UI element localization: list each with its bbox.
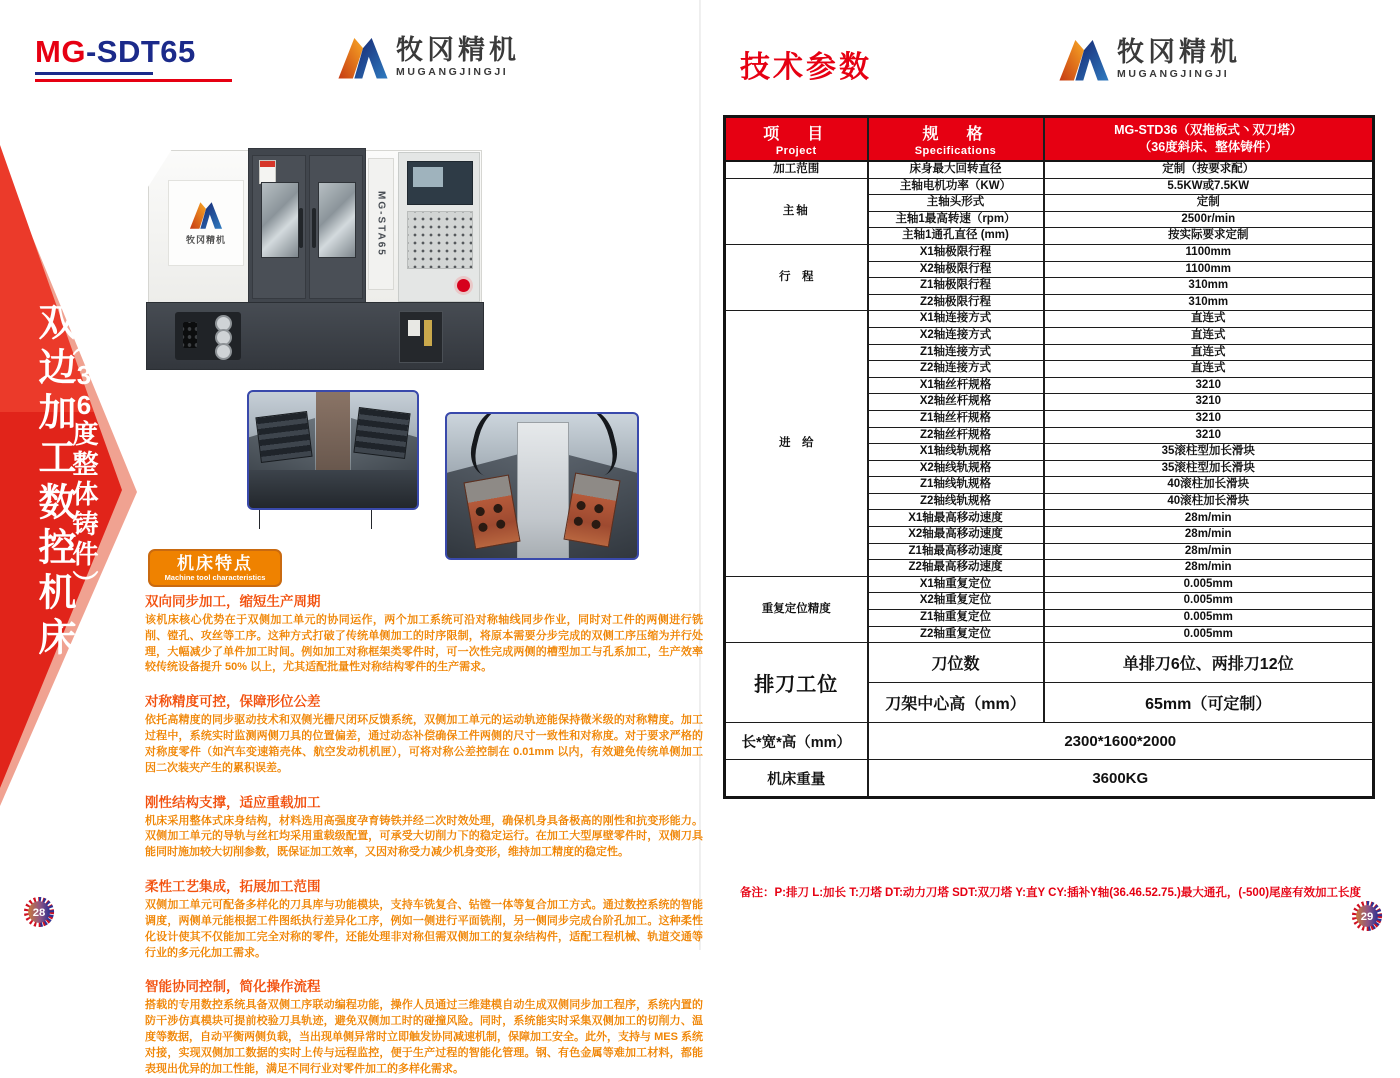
spec-name: Z2轴线轨规格 bbox=[868, 493, 1044, 510]
spec-name: 床身最大回转直径 bbox=[868, 161, 1044, 178]
table-row bbox=[725, 244, 1374, 261]
table-header-row bbox=[725, 117, 1374, 162]
feature-title: 对称精度可控，保障形位公差 bbox=[145, 694, 321, 710]
spec-value: 0.005mm bbox=[1044, 610, 1374, 627]
door-window bbox=[318, 182, 356, 258]
specs-table bbox=[723, 115, 1375, 799]
table-row bbox=[725, 723, 1374, 760]
interior-photo-1 bbox=[247, 390, 419, 510]
brand-logo bbox=[1058, 36, 1241, 83]
spec-value: 1100mm bbox=[1044, 244, 1374, 261]
table-row bbox=[725, 576, 1374, 593]
feature-list bbox=[145, 590, 703, 1078]
feature-title: 双向同步加工，缩短生产周期 bbox=[145, 594, 321, 609]
spec-value: 0.005mm bbox=[1044, 626, 1374, 643]
spec-section-label: 行 程 bbox=[725, 244, 868, 310]
brand-name-en: MUGANGJINGJI bbox=[1117, 68, 1230, 81]
feature-body: 机床采用整体式床身结构，材料选用高强度孕育铸铁并经二次时效处理，确保机身具备极高的刚性和抗变形能力。双侧加工单元的导轨与丝杠均采用重载级配置，可承受大切削力下的稳定运行。在加工大型厚壁零件时，双侧刀具能同时施加较大切削参数，既保证加工效率，又因对称受力减少机身变形，维持加工精度的稳定性。 bbox=[145, 814, 703, 859]
feature-title: 刚性结构支撑，适应重载加工 bbox=[145, 794, 321, 810]
spec-value: 28m/min bbox=[1044, 510, 1374, 527]
features-badge bbox=[148, 549, 282, 587]
spec-value: 3210 bbox=[1044, 394, 1374, 411]
spec-value: 3210 bbox=[1044, 427, 1374, 444]
feature-item bbox=[145, 875, 703, 961]
feature-title: 柔性工艺集成，拓展加工范围 bbox=[145, 879, 321, 895]
door-handle bbox=[299, 208, 303, 248]
spec-value: 28m/min bbox=[1044, 527, 1374, 544]
spec-section-label: 加工范围 bbox=[725, 161, 868, 178]
table-row bbox=[725, 643, 1374, 683]
gang-tool-left bbox=[255, 411, 312, 463]
feature-item bbox=[145, 791, 703, 861]
brand-name-en: MUGANGJINGJI bbox=[396, 66, 509, 79]
spec-name: X2轴丝杆规格 bbox=[868, 394, 1044, 411]
spec-name: X1轴重复定位 bbox=[868, 576, 1044, 593]
table-row bbox=[725, 311, 1374, 328]
machine-base bbox=[146, 302, 484, 370]
spec-name: Z1轴重复定位 bbox=[868, 610, 1044, 627]
machine-door-left bbox=[252, 155, 306, 299]
feature-body: 依托高精度的同步驱动技术和双侧光栅尺闭环反馈系统，双侧加工单元的运动轨迹能保持微米级的对称精度。加工过程中，系统实时监测两侧刀具的位置偏差，通过动态补偿确保工件两侧的尺寸一致性和对称度。对于要求严格的对称度零件（如汽车变速箱壳体、航空发动机机匣），可将对称公差控制在 0.01mm 以内，有效避免传统单侧加工因二次装夹产生的累积误差。 bbox=[145, 714, 703, 774]
spec-name: X1轴线轨规格 bbox=[868, 444, 1044, 461]
cnc-screen bbox=[407, 161, 473, 205]
machine-control-panel bbox=[398, 152, 480, 302]
brand-name-cn: 牧冈精机 bbox=[396, 35, 520, 66]
spec-name: X1轴极限行程 bbox=[868, 244, 1044, 261]
gauge-panel bbox=[175, 312, 241, 360]
spec-value: 直连式 bbox=[1044, 327, 1374, 344]
spec-value: 28m/min bbox=[1044, 543, 1374, 560]
spec-value: 40滚柱加长滑块 bbox=[1044, 477, 1374, 494]
spec-value: 2500r/min bbox=[1044, 211, 1374, 228]
spec-name: Z1轴连接方式 bbox=[868, 344, 1044, 361]
features-badge-title: 机床特点 bbox=[177, 553, 253, 573]
model-prefix: MG bbox=[35, 34, 86, 69]
spec-name: 刀位数 bbox=[868, 643, 1044, 683]
spec-name: 主轴1通孔直径 (mm) bbox=[868, 228, 1044, 245]
brand-m-icon bbox=[189, 200, 223, 230]
table-row bbox=[725, 760, 1374, 798]
table-header-cell: MG-STD36（双拖板式丶双刀塔） （36度斜床、整体铸件） bbox=[1044, 117, 1374, 162]
brand-name-cn: 牧冈精机 bbox=[1117, 37, 1241, 68]
door-warning-sticker bbox=[259, 160, 276, 184]
spec-name: 刀架中心高（mm） bbox=[868, 683, 1044, 723]
door-window bbox=[261, 182, 299, 258]
spec-name: 主轴电机功率（KW） bbox=[868, 178, 1044, 195]
spec-value: 35滚柱型加长滑块 bbox=[1044, 444, 1374, 461]
title-underline-blue bbox=[35, 72, 153, 75]
spec-value: 3210 bbox=[1044, 410, 1374, 427]
spec-name: Z2轴最高移动速度 bbox=[868, 560, 1044, 577]
spec-value: 40滚柱加长滑块 bbox=[1044, 493, 1374, 510]
spec-name: Z2轴极限行程 bbox=[868, 294, 1044, 311]
footnote: 备注：P:排刀 L:加长 T:刀塔 DT:动力刀塔 SDT:双刀塔 Y:直Y CY:插补Y轴(36.46.52.75.)最大通孔，(-500)尾座有效加工长度 bbox=[740, 887, 1362, 899]
table-row bbox=[725, 178, 1374, 195]
table-header-cell: 项 目 Project bbox=[725, 117, 868, 162]
pressure-gauge bbox=[215, 343, 232, 360]
brand-m-icon bbox=[337, 34, 389, 81]
spec-value: 单排刀6位、两排刀12位 bbox=[1044, 643, 1374, 683]
spec-section-label: 重复定位精度 bbox=[725, 576, 868, 642]
spec-value: 310mm bbox=[1044, 294, 1374, 311]
spec-name: 主轴头形式 bbox=[868, 195, 1044, 212]
spec-value: 2300*1600*2000 bbox=[868, 723, 1374, 760]
spec-name: X2轴极限行程 bbox=[868, 261, 1044, 278]
page-number-badge-left bbox=[23, 896, 55, 928]
spec-value: 直连式 bbox=[1044, 361, 1374, 378]
spec-name: 主轴1最高转速（rpm） bbox=[868, 211, 1044, 228]
spec-value: 5.5KW或7.5KW bbox=[1044, 178, 1374, 195]
spec-name: X1轴丝杆规格 bbox=[868, 377, 1044, 394]
table-row bbox=[725, 161, 1374, 178]
page-number: 29 bbox=[1360, 911, 1374, 924]
spec-value: 3600KG bbox=[868, 760, 1374, 798]
spec-name: Z1轴丝杆规格 bbox=[868, 410, 1044, 427]
spec-value: 1100mm bbox=[1044, 261, 1374, 278]
table-header-cell: 规 格 Specifications bbox=[868, 117, 1044, 162]
machine-doors bbox=[248, 148, 366, 304]
spec-section-label: 主轴 bbox=[725, 178, 868, 244]
banner-vertical-title: 双边加工数控机床 bbox=[32, 302, 74, 662]
banner-paren-open: （ bbox=[69, 330, 99, 360]
spec-section-label: 排刀工位 bbox=[725, 643, 868, 723]
lubrication-panel bbox=[399, 311, 443, 363]
feature-item bbox=[145, 975, 703, 1077]
spec-value: 3210 bbox=[1044, 377, 1374, 394]
feature-body: 搭载的专用数控系统具备双侧工序联动编程功能，操作人员通过三维建模自动生成双侧同步加工程序，系统内置的防干涉仿真模块可提前校验刀具轨迹，避免双侧加工时的碰撞风险。同时，系统能实时采集双侧加工的切削力、温度等数据，自动平衡两侧负载，当出现单侧异常时立即触发协同减速机制，保障加工安全。此外，支持与 MES 系统对接，实现双侧加工数据的实时上传与远程监控，便于生产过程的智能化管理。钢、有色金属等难加工材料，都能表现出优异的加工性能，满足不同行业对零件加工的多样化需求。 bbox=[145, 999, 703, 1075]
spec-name: Z2轴连接方式 bbox=[868, 361, 1044, 378]
title-underline-red bbox=[35, 79, 232, 82]
model-suffix: -SDT65 bbox=[85, 34, 196, 69]
spec-section-label: 长*宽*高（mm） bbox=[725, 723, 868, 760]
spec-name: X2轴最高移动速度 bbox=[868, 527, 1044, 544]
spec-value: 310mm bbox=[1044, 278, 1374, 295]
spec-value: 直连式 bbox=[1044, 344, 1374, 361]
feature-body: 双侧加工单元可配备多样化的刀具库与功能模块，支持车铣复合、钻镗一体等复合加工方式。通过数控系统的智能调度，两侧单元能根据工件图纸执行差异化工序，例如一侧进行平面铣削，另一侧同步完成台阶孔加工。这种柔性化设计使其不仅能加工完全对称的零件，还能处理非对称但需双侧加工的复杂结构件，适配工程机械、轨道交通等行业的多元化加工需求。 bbox=[145, 899, 703, 959]
spec-name: Z2轴丝杆规格 bbox=[868, 427, 1044, 444]
machine-model-plate bbox=[368, 158, 394, 290]
feature-title: 智能协同控制，简化操作流程 bbox=[145, 979, 321, 995]
spec-value: 直连式 bbox=[1044, 311, 1374, 328]
spec-name: Z1轴极限行程 bbox=[868, 278, 1044, 295]
door-handle bbox=[312, 208, 316, 248]
machine-door-right bbox=[309, 155, 363, 299]
brand-m-icon bbox=[1058, 36, 1110, 83]
spec-name: X2轴连接方式 bbox=[868, 327, 1044, 344]
spec-name: X1轴连接方式 bbox=[868, 311, 1044, 328]
page-number-badge-right bbox=[1351, 900, 1383, 932]
spec-section-label: 进 给 bbox=[725, 311, 868, 577]
spec-value: 按实际要求定制 bbox=[1044, 228, 1374, 245]
features-badge-subtitle: Machine tool characteristics bbox=[164, 572, 266, 582]
spec-value: 28m/min bbox=[1044, 560, 1374, 577]
banner-number: 36 bbox=[69, 360, 99, 420]
interior-photo-2 bbox=[445, 412, 639, 560]
spec-name: Z1轴线轨规格 bbox=[868, 477, 1044, 494]
emergency-stop-button bbox=[457, 279, 470, 292]
spec-value: 定制 bbox=[1044, 195, 1374, 212]
spec-value: 65mm（可定制） bbox=[1044, 683, 1374, 723]
feature-body: 该机床核心优势在于双侧加工单元的协同运作，两个加工系统可沿对称轴线同步作业，同时对工件的两侧进行铣削、镗孔、攻丝等工序。这种方式打破了传统单侧加工的时序限制，将原本需要分步完成的双侧工序压缩为并行处理，大幅减少了单件加工时间。例如加工对称框架类零件时，可一次性完成两侧的槽型加工与孔系加工，生产效率较传统设备提升 50% 以上，尤其适配批量性对称结构零件的生产需求。 bbox=[145, 614, 703, 674]
cnc-keypad bbox=[407, 211, 473, 269]
feature-item bbox=[145, 590, 703, 676]
model-title bbox=[35, 34, 196, 70]
spec-value: 0.005mm bbox=[1044, 593, 1374, 610]
spec-name: X2轴重复定位 bbox=[868, 593, 1044, 610]
banner-vertical-subtitle bbox=[66, 330, 103, 600]
spec-name: Z2轴重复定位 bbox=[868, 626, 1044, 643]
spec-value: 0.005mm bbox=[1044, 576, 1374, 593]
machine-logo-panel bbox=[168, 180, 244, 266]
feature-item bbox=[145, 690, 703, 776]
spec-value: 定制（按要求配） bbox=[1044, 161, 1374, 178]
spec-section-label: 机床重量 bbox=[725, 760, 868, 798]
spec-name: X2轴线轨规格 bbox=[868, 460, 1044, 477]
machine-logo-text: 牧冈精机 bbox=[185, 235, 226, 245]
spec-value: 35滚柱型加长滑块 bbox=[1044, 460, 1374, 477]
power-socket bbox=[183, 322, 197, 348]
spec-name: X1轴最高移动速度 bbox=[868, 510, 1044, 527]
banner-subtitle-rest: 度整体铸件） bbox=[69, 420, 99, 600]
machine-model-label: MG-STA65 bbox=[375, 191, 387, 257]
interior-floor bbox=[249, 470, 417, 508]
brand-logo bbox=[337, 34, 520, 81]
gang-tool-right bbox=[353, 407, 410, 459]
spec-name: Z1轴最高移动速度 bbox=[868, 543, 1044, 560]
machine-photo bbox=[146, 142, 482, 368]
page-title: 技术参数 bbox=[740, 51, 872, 84]
page-number: 28 bbox=[32, 907, 46, 920]
